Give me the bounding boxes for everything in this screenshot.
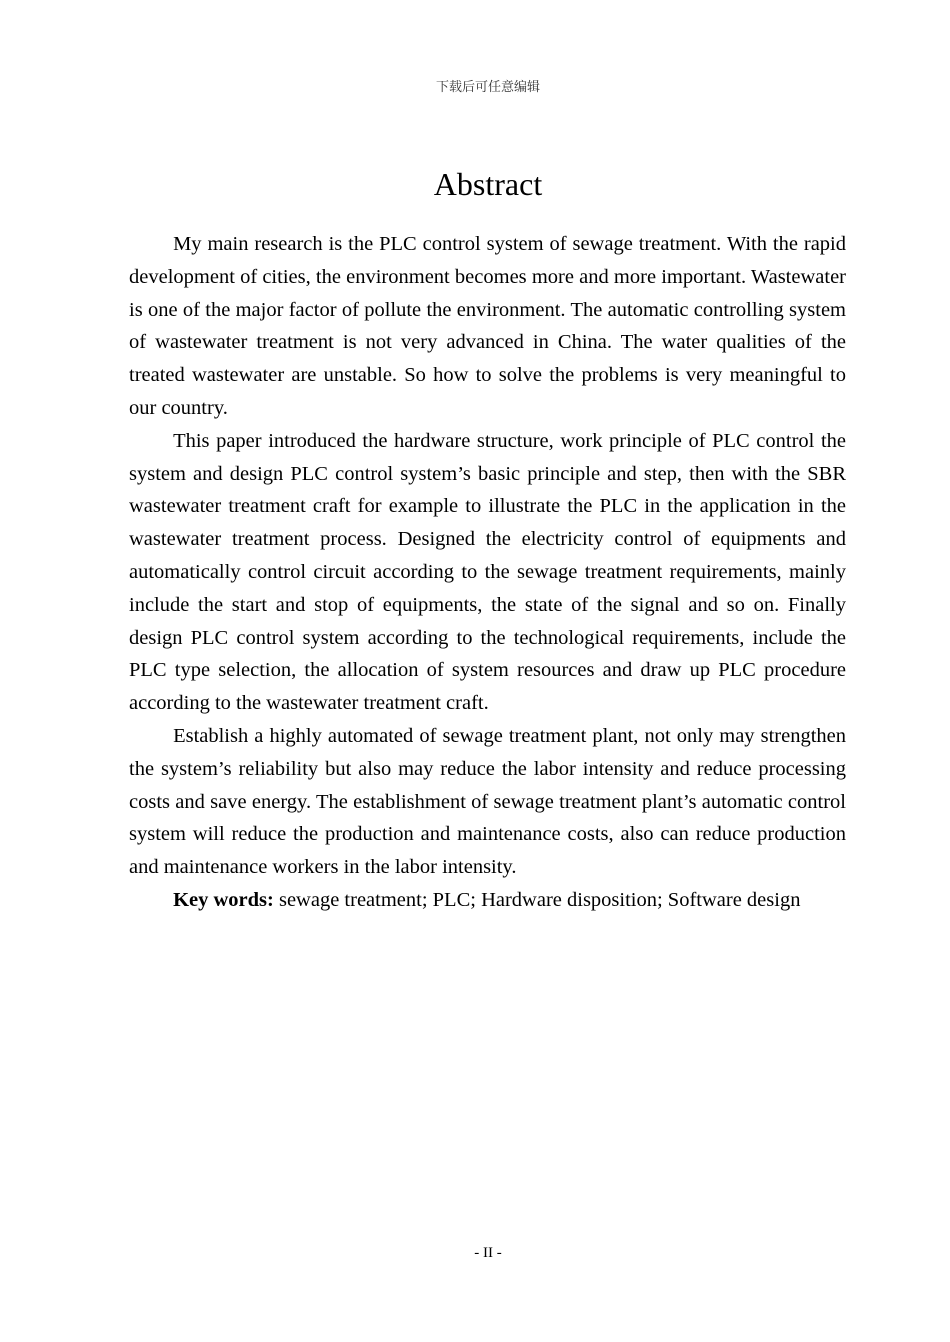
abstract-paragraph-3: Establish a highly automated of sewage treatment plant, not only may strengthen the system’s reliability but also may reduce the labor intensity and reduce processing costs and save energy. The establishment of sewage treatment plant’s automatic control system will reduce the production and maintenance costs, also can reduce production and maintenance workers in the labor intensity. [129, 724, 846, 879]
abstract-paragraph-2: This paper introduced the hardware structure, work principle of PLC control the system and design PLC control system’s basic principle and step, then with the SBR wastewater treatment craft for example to illustrate the PLC in the application in the wastewater treatment process. Designed the electricity control of equipments and automatically control circuit according to the sewage treatment requirements, mainly include the start and stop of equipments, the state of the signal and so on. Finally design PLC control system according to the technological requirements, include the PLC type selection, the allocation of system resources and draw up PLC procedure according to the wastewater treatment craft. [129, 429, 846, 715]
keywords-label: Key words: [173, 888, 274, 911]
abstract-paragraph-1: My main research is the PLC control system of sewage treatment. With the rapid development of cities, the environment becomes more and more important. Wastewater is one of the major factor of pollute the environment. The automatic controlling system of wastewater treatment is not very advanced in China. The water qualities of the treated wastewater are unstable. So how to solve the problems is very meaningful to our country. [129, 233, 846, 419]
keywords-line [129, 884, 846, 917]
page-number: - II - [474, 1245, 502, 1261]
keywords-text: sewage treatment; PLC; Hardware disposition; Software design [273, 888, 801, 911]
header-note: 下载后可任意编辑 [435, 80, 540, 95]
abstract-body [129, 228, 846, 917]
abstract-title: Abstract [433, 166, 543, 202]
